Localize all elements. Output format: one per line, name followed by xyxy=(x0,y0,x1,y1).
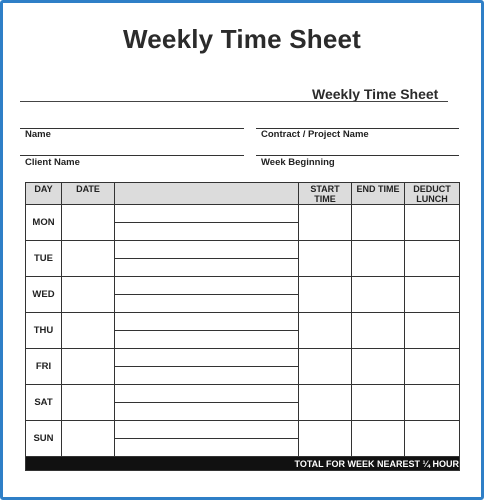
start-time-cell[interactable] xyxy=(299,421,352,457)
timesheet-table xyxy=(25,182,460,471)
day-cell: SUN xyxy=(26,421,62,457)
week-field[interactable] xyxy=(256,155,459,156)
day-cell: FRI xyxy=(26,349,62,385)
date-cell[interactable] xyxy=(62,421,115,457)
description-cell[interactable] xyxy=(115,259,299,277)
header-date: DATE xyxy=(62,183,115,205)
day-cell: TUE xyxy=(26,241,62,277)
deduct-lunch-cell[interactable] xyxy=(405,313,460,349)
end-time-cell[interactable] xyxy=(352,241,405,277)
description-cell[interactable] xyxy=(115,439,299,457)
date-cell[interactable] xyxy=(62,385,115,421)
start-time-cell[interactable] xyxy=(299,313,352,349)
start-time-cell[interactable] xyxy=(299,241,352,277)
table-row xyxy=(26,277,460,295)
date-cell[interactable] xyxy=(62,205,115,241)
date-cell[interactable] xyxy=(62,277,115,313)
contract-label: Contract / Project Name xyxy=(261,129,369,140)
header-deduct-lunch: DEDUCT LUNCH xyxy=(405,183,460,205)
table-row xyxy=(26,205,460,223)
total-label: TOTAL FOR WEEK NEAREST ¼ HOUR xyxy=(26,457,460,471)
client-field[interactable] xyxy=(20,155,244,156)
title-divider xyxy=(20,101,448,102)
description-cell[interactable] xyxy=(115,367,299,385)
description-cell[interactable] xyxy=(115,403,299,421)
header-day: DAY xyxy=(26,183,62,205)
table-row xyxy=(26,241,460,259)
table-row xyxy=(26,421,460,439)
end-time-cell[interactable] xyxy=(352,349,405,385)
end-time-cell[interactable] xyxy=(352,313,405,349)
sheet-subtitle: Weekly Time Sheet xyxy=(312,86,439,102)
deduct-lunch-cell[interactable] xyxy=(405,277,460,313)
header-start-time: START TIME xyxy=(299,183,352,205)
contract-field[interactable] xyxy=(256,128,459,129)
day-cell: MON xyxy=(26,205,62,241)
total-row xyxy=(26,457,460,471)
deduct-lunch-cell[interactable] xyxy=(405,385,460,421)
end-time-cell[interactable] xyxy=(352,205,405,241)
description-cell[interactable] xyxy=(115,313,299,331)
date-cell[interactable] xyxy=(62,349,115,385)
date-cell[interactable] xyxy=(62,313,115,349)
start-time-cell[interactable] xyxy=(299,205,352,241)
deduct-lunch-cell[interactable] xyxy=(405,241,460,277)
table-header-row xyxy=(26,183,460,205)
description-cell[interactable] xyxy=(115,385,299,403)
description-cell[interactable] xyxy=(115,205,299,223)
description-cell[interactable] xyxy=(115,295,299,313)
week-label: Week Beginning xyxy=(261,157,335,168)
page-title: Weekly Time Sheet xyxy=(123,24,361,54)
description-cell[interactable] xyxy=(115,223,299,241)
name-field[interactable] xyxy=(20,128,244,129)
day-cell: WED xyxy=(26,277,62,313)
start-time-cell[interactable] xyxy=(299,385,352,421)
end-time-cell[interactable] xyxy=(352,277,405,313)
header-end-time: END TIME xyxy=(352,183,405,205)
end-time-cell[interactable] xyxy=(352,385,405,421)
header-description xyxy=(115,183,299,205)
deduct-lunch-cell[interactable] xyxy=(405,421,460,457)
deduct-lunch-cell[interactable] xyxy=(405,349,460,385)
description-cell[interactable] xyxy=(115,241,299,259)
table-row xyxy=(26,385,460,403)
table-row xyxy=(26,313,460,331)
day-cell: SAT xyxy=(26,385,62,421)
end-time-cell[interactable] xyxy=(352,421,405,457)
day-cell: THU xyxy=(26,313,62,349)
table-row xyxy=(26,349,460,367)
start-time-cell[interactable] xyxy=(299,349,352,385)
client-label: Client Name xyxy=(25,157,80,168)
description-cell[interactable] xyxy=(115,349,299,367)
name-label: Name xyxy=(25,129,51,140)
description-cell[interactable] xyxy=(115,331,299,349)
date-cell[interactable] xyxy=(62,241,115,277)
deduct-lunch-cell[interactable] xyxy=(405,205,460,241)
description-cell[interactable] xyxy=(115,277,299,295)
start-time-cell[interactable] xyxy=(299,277,352,313)
description-cell[interactable] xyxy=(115,421,299,439)
